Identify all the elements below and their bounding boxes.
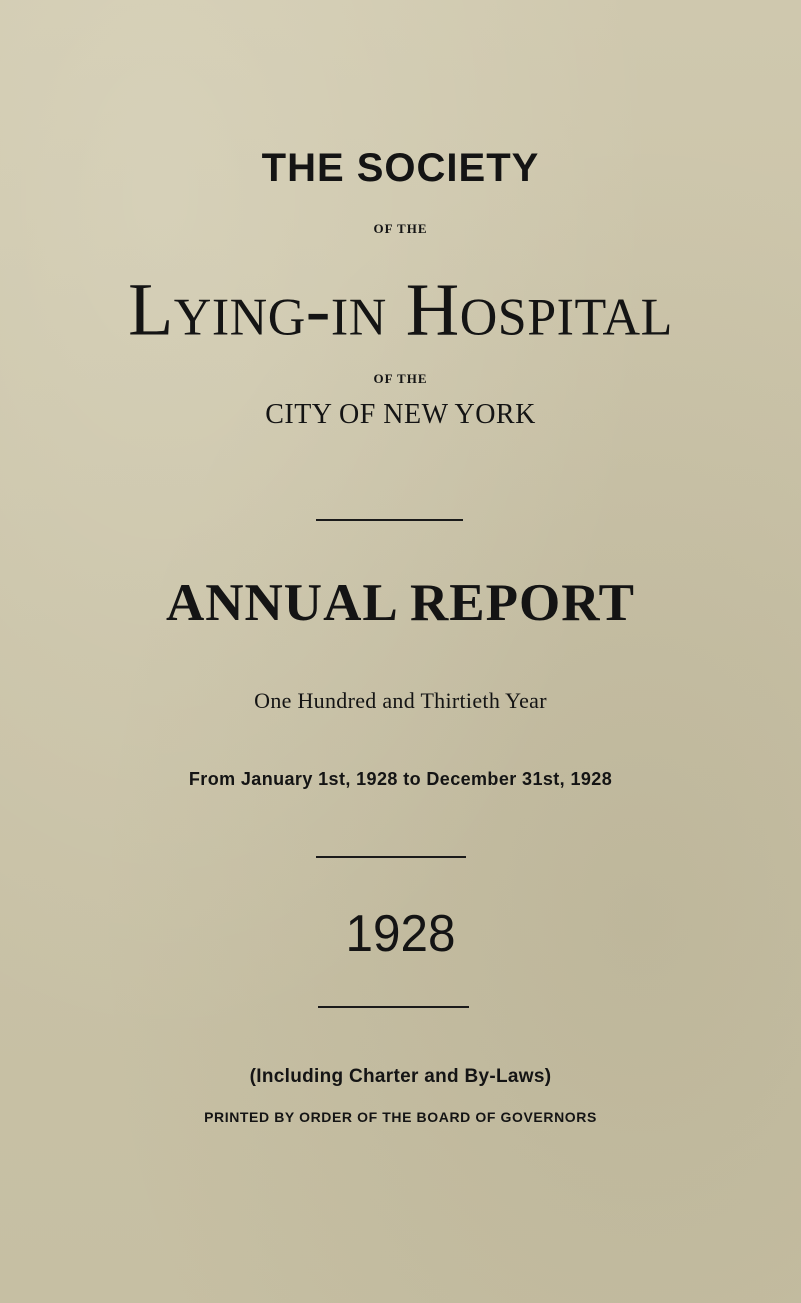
divider-rule-3 [318, 1006, 469, 1008]
publication-year: 1928 [345, 905, 456, 963]
contents-note: (Including Charter and By-Laws) [249, 1066, 552, 1087]
divider-rule-1 [316, 519, 463, 521]
society-heading: THE SOCIETY [261, 146, 540, 190]
of-the-label-2: OF THE [373, 371, 428, 386]
city-name: CITY OF NEW YORK [265, 399, 536, 430]
printed-by-line: PRINTED BY ORDER OF THE BOARD OF GOVERNORS [204, 1109, 597, 1125]
annual-report-title: ANNUAL REPORT [165, 574, 636, 632]
date-range: From January 1st, 1928 to December 31st, 1928 [188, 769, 613, 789]
hospital-name: Lying-in Hospital [128, 268, 673, 352]
report-year-label: One Hundred and Thirtieth Year [254, 688, 547, 713]
of-the-label-1: OF THE [373, 221, 428, 236]
divider-rule-2 [316, 856, 466, 858]
